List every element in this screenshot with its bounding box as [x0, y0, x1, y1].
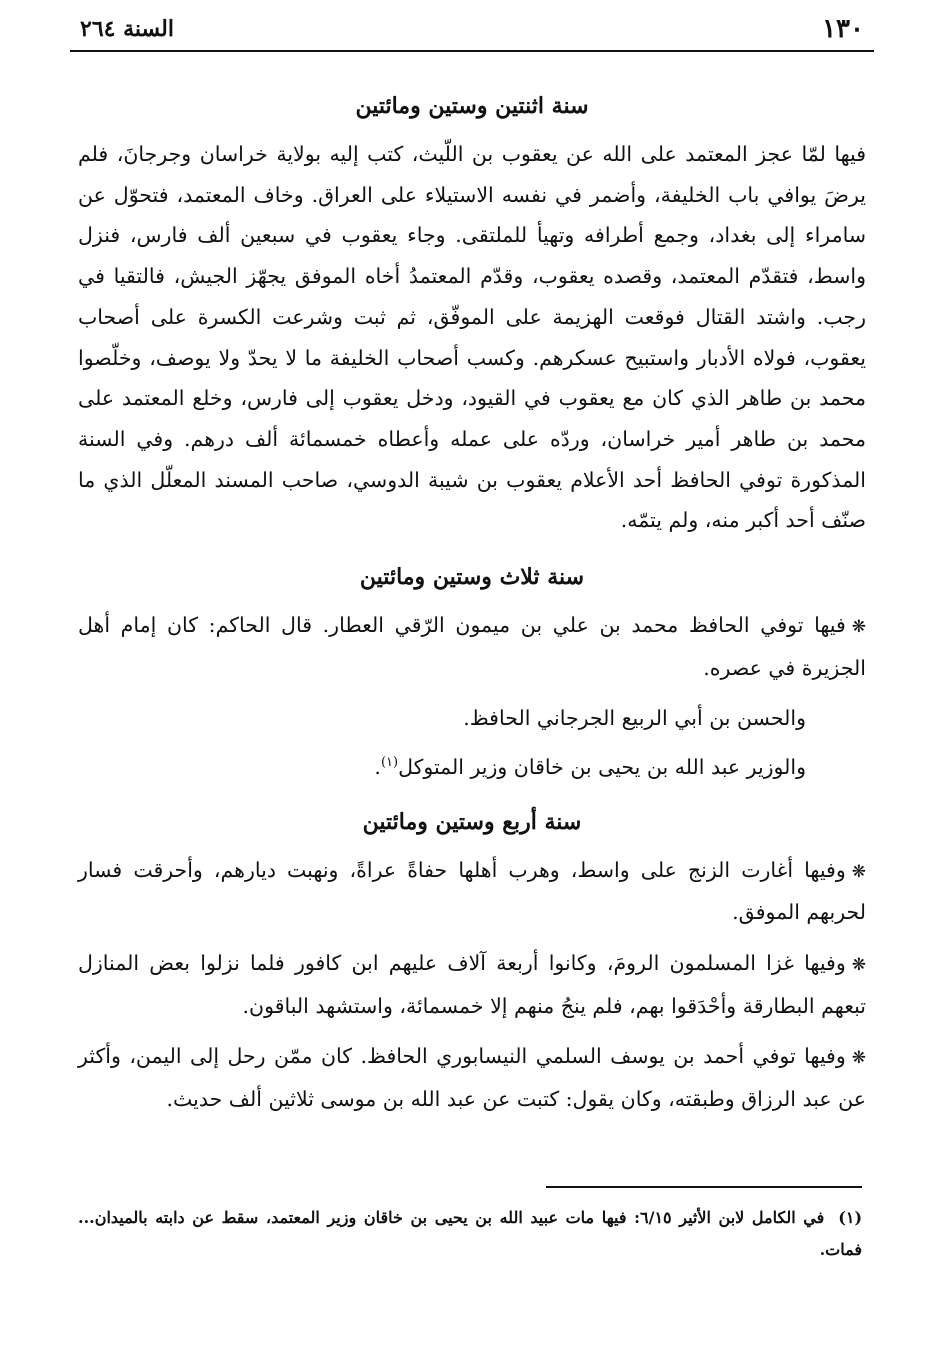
- running-head: [70, 14, 874, 46]
- section-title-263: سنة ثلاث وستين ومائتين: [359, 564, 585, 591]
- footnotes: [78, 1202, 862, 1266]
- bullet-icon: ❋: [851, 617, 866, 638]
- running-year-label: السنة ٢٦٤: [80, 16, 174, 42]
- paragraph: والوزير عبد الله بن يحيى بن خاقان وزير المتوكل$^{(١)}$.: [374, 754, 806, 779]
- footnote-rule: [546, 1186, 862, 1188]
- paragraph: [78, 943, 866, 1026]
- page-body: [78, 88, 866, 1130]
- bullet-icon: ❋: [851, 955, 866, 976]
- footnote-text: في الكامل لابن الأثير ٦/١٥: فيها مات عبيد الله بن يحيى بن خاقان وزير المعتمد، سقط عن دابته بالميدان... فمات.: [78, 1208, 862, 1259]
- paragraph-text: وفيها أغارت الزنج على واسط، وهرب أهلها حفاةً عراةً، ونهبت ديارهم، وأحرقت فسار لحربهم الموفق.: [78, 857, 866, 925]
- page-number: ١٣٠: [822, 14, 864, 44]
- paragraph: فيها لمّا عجز المعتمد على الله عن يعقوب بن اللّيث، كتب إليه بولاية خراسان وجرجانَ، فلم يرضَ يوافي باب الخليفة، وأضمر في نفسه الاستيلاء على العراق. وخاف المعتمد، فتحوّل عن سامراء إلى بغداد، وجمع أطرافه وتهيأ للملتقى. وجاء يعقوب في سبعين ألف فارس، فنزل واسط، فتقدّم المعتمد، وقصده يعقوب، وقدّم المعتمدُ أخاه الموفق يجهّز الجيش، فالتقيا في رجب. واشتد القتال فوقعت الهزيمة على الموفّق، ثم ثبت وشرعت الكسرة على أصحاب يعقوب، فولاه الأدبار واستبيح عسكرهم. وكسب أصحاب الخليفة ما لا يحدّ ولا يوصف، وخلّصوا محمد بن طاهر الذي كان مع يعقوب في القيود، ودخل يعقوب إلى فارس، وخلع المعتمد على محمد بن طاهر أمير خراسان، وردّه على عمله وأعطاه خمسمائة ألف درهم. وفي السنة المذكورة توفي الحافظ أحد الأعلام يعقوب بن شيبة الدوسي، صاحب المسند المعلّل الذي ما صنّف أحد أكبر منه، ولم يتمّه.: [78, 142, 866, 533]
- footnote-reference[interactable]: (١): [380, 755, 399, 771]
- paragraph: والحسن بن أبي الربيع الجرجاني الحافظ.: [463, 706, 806, 731]
- paragraph: [78, 1036, 866, 1119]
- paragraph-text: وفيها توفي أحمد بن يوسف السلمي النيسابوري الحافظ. كان ممّن رحل إلى اليمن، وأكثر عن عبد الرزاق وطبقته، وكان يقول: كتبت عن عبد الله بن موسى ثلاثين ألف حديث.: [78, 1044, 866, 1112]
- bullet-icon: ❋: [851, 1048, 866, 1069]
- section-title-264: سنة أربع وستين ومائتين: [362, 808, 582, 835]
- header-rule: [70, 50, 874, 52]
- section-title-262: سنة اثنتين وستين ومائتين: [355, 93, 589, 119]
- paragraph-text: والوزير عبد الله بن يحيى بن خاقان وزير المتوكل: [398, 754, 806, 779]
- footnote-marker: (١): [838, 1208, 863, 1227]
- paragraph: [78, 605, 866, 688]
- bullet-icon: ❋: [851, 861, 866, 882]
- paragraph-text: فيها توفي الحافظ محمد بن علي بن ميمون الرّقي العطار. قال الحاكم: كان إمام أهل الجزيرة في عصره.: [78, 613, 866, 680]
- paragraph: [78, 850, 866, 933]
- paragraph-text: وفيها غزا المسلمون الرومَ، وكانوا أربعة آلاف عليهم ابن كافور فلما نزلوا بعض المنازل تبعهم البطارقة وأحْدَقوا بهم، فلم ينجُ منهم إلا خمسمائة، واستشهد الباقون.: [78, 951, 866, 1018]
